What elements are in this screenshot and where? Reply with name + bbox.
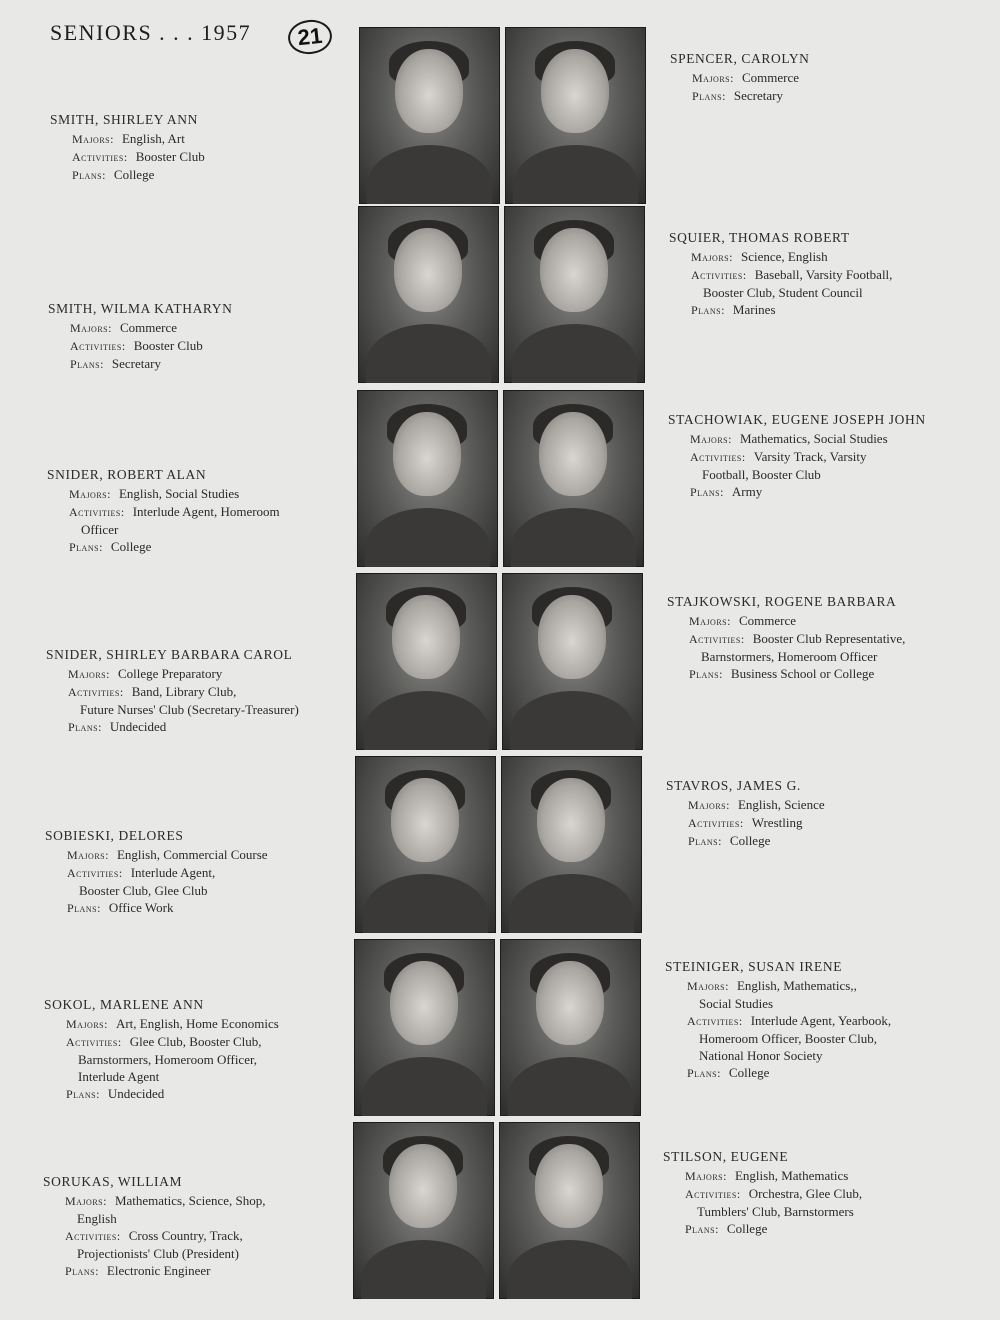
activities-continuation: Booster Club, Glee Club <box>79 883 208 898</box>
activities-continuation: Projectionists' Club (President) <box>77 1246 239 1261</box>
majors-label: Majors: <box>692 71 734 85</box>
plans-label: Plans: <box>691 303 725 317</box>
portrait-head <box>541 49 609 133</box>
senior-entry <box>46 646 299 736</box>
student-name: STACHOWIAK, EUGENE JOSEPH JOHN <box>668 412 926 427</box>
majors-line <box>47 485 280 503</box>
majors-label: Majors: <box>65 1194 107 1208</box>
plans-value: Army <box>731 484 763 499</box>
plans-label: Plans: <box>66 1087 100 1101</box>
activities-line <box>665 1012 891 1030</box>
portrait-head <box>392 595 460 679</box>
activities-continuation: Homeroom Officer, Booster Club, <box>699 1031 877 1046</box>
majors-value: English, Art <box>121 131 185 146</box>
senior-entry <box>663 1148 862 1238</box>
activities-label: Activities: <box>688 816 744 830</box>
portrait-head <box>536 961 604 1045</box>
activities-value: Varsity Track, Varsity <box>753 449 867 464</box>
senior-entry <box>666 777 825 850</box>
majors-line <box>669 248 892 266</box>
plans-line <box>670 87 810 105</box>
majors-line <box>43 1192 266 1210</box>
portrait-photo <box>359 27 500 204</box>
student-name: STILSON, EUGENE <box>663 1149 789 1164</box>
majors-value: English, Science <box>737 797 825 812</box>
majors-line <box>663 1167 862 1185</box>
majors-continuation: Social Studies <box>699 996 774 1011</box>
activities-continuation: Booster Club, Student Council <box>703 285 863 300</box>
activities-value: Booster Club <box>135 149 205 164</box>
plans-value: Office Work <box>108 900 174 915</box>
majors-label: Majors: <box>68 667 110 681</box>
plans-line <box>663 1220 862 1238</box>
portrait-body <box>513 145 638 204</box>
majors-value: English, Mathematics <box>734 1168 849 1183</box>
majors-line <box>44 1015 279 1033</box>
plans-label: Plans: <box>67 901 101 915</box>
activities-value: Wrestling <box>751 815 803 830</box>
portrait-body <box>361 1240 486 1299</box>
senior-entry <box>669 229 892 319</box>
portrait-photo <box>504 206 645 383</box>
plans-line <box>667 665 905 683</box>
activities-line <box>663 1185 862 1203</box>
activities-line <box>667 630 905 648</box>
senior-entry <box>670 50 810 105</box>
plans-value: Secretary <box>111 356 161 371</box>
activities-value: Booster Club <box>133 338 203 353</box>
portrait-body <box>511 508 636 567</box>
activities-continuation: Tumblers' Club, Barnstormers <box>697 1204 854 1219</box>
activities-line <box>46 683 299 701</box>
portrait-photo <box>355 756 496 933</box>
activities-continuation: Interlude Agent <box>78 1069 160 1084</box>
portrait-head <box>395 49 463 133</box>
plans-label: Plans: <box>65 1264 99 1278</box>
activities-label: Activities: <box>70 339 126 353</box>
plans-label: Plans: <box>688 834 722 848</box>
activities-label: Activities: <box>72 150 128 164</box>
plans-line <box>50 166 205 184</box>
plans-value: Undecided <box>107 1086 165 1101</box>
plans-value: Undecided <box>109 719 167 734</box>
activities-label: Activities: <box>68 685 124 699</box>
senior-entry <box>45 827 268 917</box>
activities-value: Interlude Agent, Yearbook, <box>750 1013 892 1028</box>
activities-line <box>668 448 926 466</box>
majors-label: Majors: <box>687 979 729 993</box>
majors-label: Majors: <box>691 250 733 264</box>
student-name: SQUIER, THOMAS ROBERT <box>669 230 850 245</box>
portrait-photo <box>502 573 643 750</box>
plans-line <box>44 1085 279 1103</box>
plans-line <box>668 483 926 501</box>
activities-value: Interlude Agent, <box>130 865 216 880</box>
majors-value: English, Social Studies <box>118 486 240 501</box>
portrait-head <box>390 961 458 1045</box>
activities-continuation: Future Nurses' Club (Secretary-Treasurer) <box>80 702 299 717</box>
plans-line <box>48 355 232 373</box>
senior-entry <box>668 411 926 501</box>
plans-value: College <box>113 167 155 182</box>
majors-label: Majors: <box>689 614 731 628</box>
portrait-head <box>539 412 607 496</box>
activities-line <box>50 148 205 166</box>
plans-value: College <box>728 1065 770 1080</box>
student-name: SNIDER, ROBERT ALAN <box>47 467 207 482</box>
activities-value: Booster Club Representative, <box>752 631 906 646</box>
activities-continuation: Football, Booster Club <box>702 467 821 482</box>
senior-entry <box>48 300 232 373</box>
portrait-body <box>507 1240 632 1299</box>
activities-line <box>48 337 232 355</box>
student-name: SPENCER, CAROLYN <box>670 51 810 66</box>
activities-line <box>43 1227 266 1245</box>
majors-line <box>50 130 205 148</box>
plans-value: College <box>729 833 771 848</box>
plans-label: Plans: <box>68 720 102 734</box>
page-number: 21 <box>286 18 333 56</box>
majors-value: College Preparatory <box>117 666 223 681</box>
plans-line <box>43 1262 266 1280</box>
student-name: SMITH, WILMA KATHARYN <box>48 301 233 316</box>
student-name: STAVROS, JAMES G. <box>666 778 801 793</box>
majors-line <box>668 430 926 448</box>
activities-label: Activities: <box>691 268 747 282</box>
student-name: STAJKOWSKI, ROGENE BARBARA <box>667 594 897 609</box>
activities-line <box>45 864 268 882</box>
portrait-photo <box>356 573 497 750</box>
plans-value: College <box>726 1221 768 1236</box>
majors-value: Commerce <box>741 70 800 85</box>
plans-label: Plans: <box>685 1222 719 1236</box>
portrait-photo <box>501 756 642 933</box>
majors-value: Science, English <box>740 249 828 264</box>
activities-label: Activities: <box>65 1229 121 1243</box>
activities-value: Band, Library Club, <box>131 684 237 699</box>
portrait-body <box>367 145 492 204</box>
portrait-body <box>510 691 635 750</box>
senior-entry <box>44 996 279 1103</box>
majors-label: Majors: <box>67 848 109 862</box>
majors-label: Majors: <box>688 798 730 812</box>
activities-label: Activities: <box>689 632 745 646</box>
page-title: SENIORS . . . 1957 <box>50 20 252 45</box>
activities-label: Activities: <box>67 866 123 880</box>
plans-label: Plans: <box>72 168 106 182</box>
portrait-body <box>363 874 488 933</box>
majors-line <box>665 977 891 995</box>
portrait-body <box>364 691 489 750</box>
majors-label: Majors: <box>66 1017 108 1031</box>
majors-line <box>666 796 825 814</box>
student-name: SNIDER, SHIRLEY BARBARA CAROL <box>46 647 293 662</box>
portrait-body <box>512 324 637 383</box>
portrait-head <box>538 595 606 679</box>
senior-entry <box>667 593 905 683</box>
activities-line <box>44 1033 279 1051</box>
majors-label: Majors: <box>69 487 111 501</box>
senior-entry <box>43 1173 266 1280</box>
activities-continuation: Barnstormers, Homeroom Officer, <box>78 1052 258 1067</box>
plans-value: College <box>110 539 152 554</box>
portrait-head <box>540 228 608 312</box>
majors-line <box>667 612 905 630</box>
majors-line <box>45 846 268 864</box>
portrait-body <box>365 508 490 567</box>
plans-line <box>665 1064 891 1082</box>
portrait-body <box>508 1057 633 1116</box>
plans-label: Plans: <box>689 667 723 681</box>
portrait-photo <box>505 27 646 204</box>
portrait-body <box>362 1057 487 1116</box>
majors-label: Majors: <box>72 132 114 146</box>
portrait-head <box>393 412 461 496</box>
activities-continuation: Officer <box>81 522 119 537</box>
portrait-photo <box>503 390 644 567</box>
majors-value: Mathematics, Science, Shop, <box>114 1193 266 1208</box>
majors-value: Commerce <box>738 613 797 628</box>
plans-label: Plans: <box>692 89 726 103</box>
portrait-photo <box>499 1122 640 1299</box>
majors-label: Majors: <box>70 321 112 335</box>
activities-value: Glee Club, Booster Club, <box>129 1034 262 1049</box>
activities-value: Interlude Agent, Homeroom <box>132 504 280 519</box>
senior-entry <box>47 466 280 556</box>
plans-value: Marines <box>732 302 776 317</box>
plans-label: Plans: <box>690 485 724 499</box>
activities-label: Activities: <box>687 1014 743 1028</box>
portrait-photo <box>354 939 495 1116</box>
portrait-head <box>391 778 459 862</box>
majors-line <box>46 665 299 683</box>
plans-label: Plans: <box>70 357 104 371</box>
portrait-photo <box>358 206 499 383</box>
majors-label: Majors: <box>690 432 732 446</box>
senior-entry <box>50 111 205 184</box>
student-name: SOKOL, MARLENE ANN <box>44 997 204 1012</box>
portrait-photo <box>353 1122 494 1299</box>
plans-line <box>666 832 825 850</box>
majors-value: English, Mathematics,, <box>736 978 857 993</box>
activities-label: Activities: <box>69 505 125 519</box>
portrait-photo <box>357 390 498 567</box>
portrait-photo <box>500 939 641 1116</box>
activities-continuation: Barnstormers, Homeroom Officer <box>701 649 878 664</box>
student-name: SOBIESKI, DELORES <box>45 828 184 843</box>
portrait-head <box>535 1144 603 1228</box>
plans-line <box>46 718 299 736</box>
activities-label: Activities: <box>685 1187 741 1201</box>
activities-label: Activities: <box>66 1035 122 1049</box>
majors-value: Mathematics, Social Studies <box>739 431 888 446</box>
majors-line <box>670 69 810 87</box>
majors-value: English, Commercial Course <box>116 847 268 862</box>
majors-value: Commerce <box>119 320 178 335</box>
majors-continuation: English <box>77 1211 117 1226</box>
plans-label: Plans: <box>687 1066 721 1080</box>
majors-label: Majors: <box>685 1169 727 1183</box>
activities-value: Cross Country, Track, <box>128 1228 243 1243</box>
student-name: SMITH, SHIRLEY ANN <box>50 112 198 127</box>
activities-line <box>669 266 892 284</box>
plans-value: Electronic Engineer <box>106 1263 211 1278</box>
portrait-body <box>509 874 634 933</box>
senior-entry <box>665 958 891 1082</box>
portrait-head <box>389 1144 457 1228</box>
plans-line <box>47 538 280 556</box>
plans-value: Secretary <box>733 88 783 103</box>
portrait-head <box>537 778 605 862</box>
majors-line <box>48 319 232 337</box>
student-name: STEINIGER, SUSAN IRENE <box>665 959 843 974</box>
activities-value: Orchestra, Glee Club, <box>748 1186 863 1201</box>
portrait-head <box>394 228 462 312</box>
plans-value: Business School or College <box>730 666 875 681</box>
plans-label: Plans: <box>69 540 103 554</box>
plans-line <box>669 301 892 319</box>
majors-value: Art, English, Home Economics <box>115 1016 279 1031</box>
activities-label: Activities: <box>690 450 746 464</box>
portrait-body <box>366 324 491 383</box>
activities-value: Baseball, Varsity Football, <box>754 267 893 282</box>
activities-line <box>47 503 280 521</box>
plans-line <box>45 899 268 917</box>
activities-line <box>666 814 825 832</box>
student-name: SORUKAS, WILLIAM <box>43 1174 183 1189</box>
activities-continuation: National Honor Society <box>699 1048 823 1063</box>
